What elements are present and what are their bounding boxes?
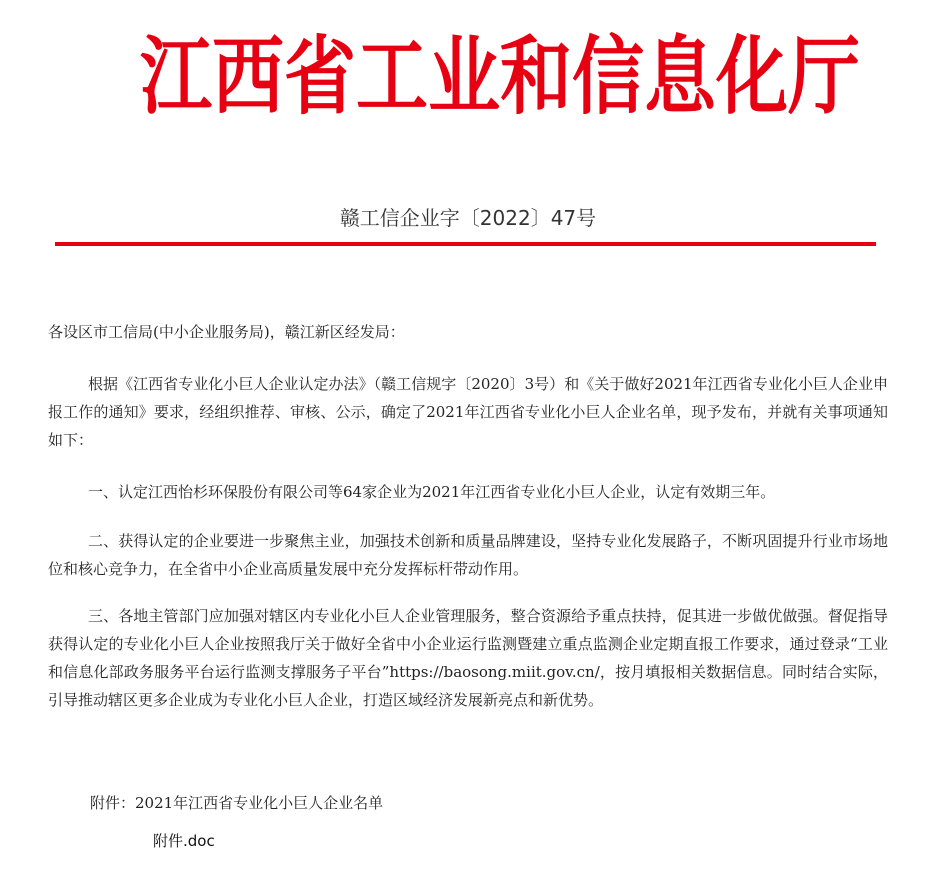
item-two-paragraph: 二、获得认定的企业要进一步聚焦主业，加强技术创新和质量品牌建设，坚持专业化发展路子，不断巩固提升行业市场地位和核心竞争力，在全省中小企业高质量发展中充分发挥标杆带动作用。 [48, 532, 888, 578]
red-divider [55, 242, 876, 246]
org-title: 江西省工业和信息化厅 [140, 25, 861, 127]
salutation: 各设区市工信局(中小企业服务局)，赣江新区经发局： [48, 323, 405, 341]
intro-paragraph: 根据《江西省专业化小巨人企业认定办法》（赣工信规字〔2020〕3号）和《关于做好2021年江西省专业化小巨人企业申报工作的通知》要求，经组织推荐、审核、公示，确定了2021年江西省专业化小巨人企业名单，现予发布，并就有关事项通知如下： [48, 375, 888, 449]
attachment-file-link[interactable]: 附件.doc [153, 832, 215, 850]
item-one-paragraph: 一、认定江西怡杉环保股份有限公司等64家企业为2021年江西省专业化小巨人企业，认定有效期三年。 [88, 483, 776, 501]
attachment-line: 附件：2021年江西省专业化小巨人企业名单 [90, 794, 384, 812]
item-three-paragraph: 三、各地主管部门应加强对辖区内专业化小巨人企业管理服务，整合资源给予重点扶持，促其进一步做优做强。督促指导获得认定的专业化小巨人企业按照我厅关于做好全省中小企业运行监测暨建立重点监测企业定期直报工作要求，通过登录“工业和信息化部政务服务平台运行监测支撑服务子平台”https://baosong.miit.gov.cn/，按月填报相关数据信息。同时结合实际，引导推动辖区更多企业成为专业化小巨人企业，打造区域经济发展新亮点和新优势。 [48, 607, 888, 709]
document-number: 赣工信企业字〔2022〕47号 [339, 206, 597, 230]
